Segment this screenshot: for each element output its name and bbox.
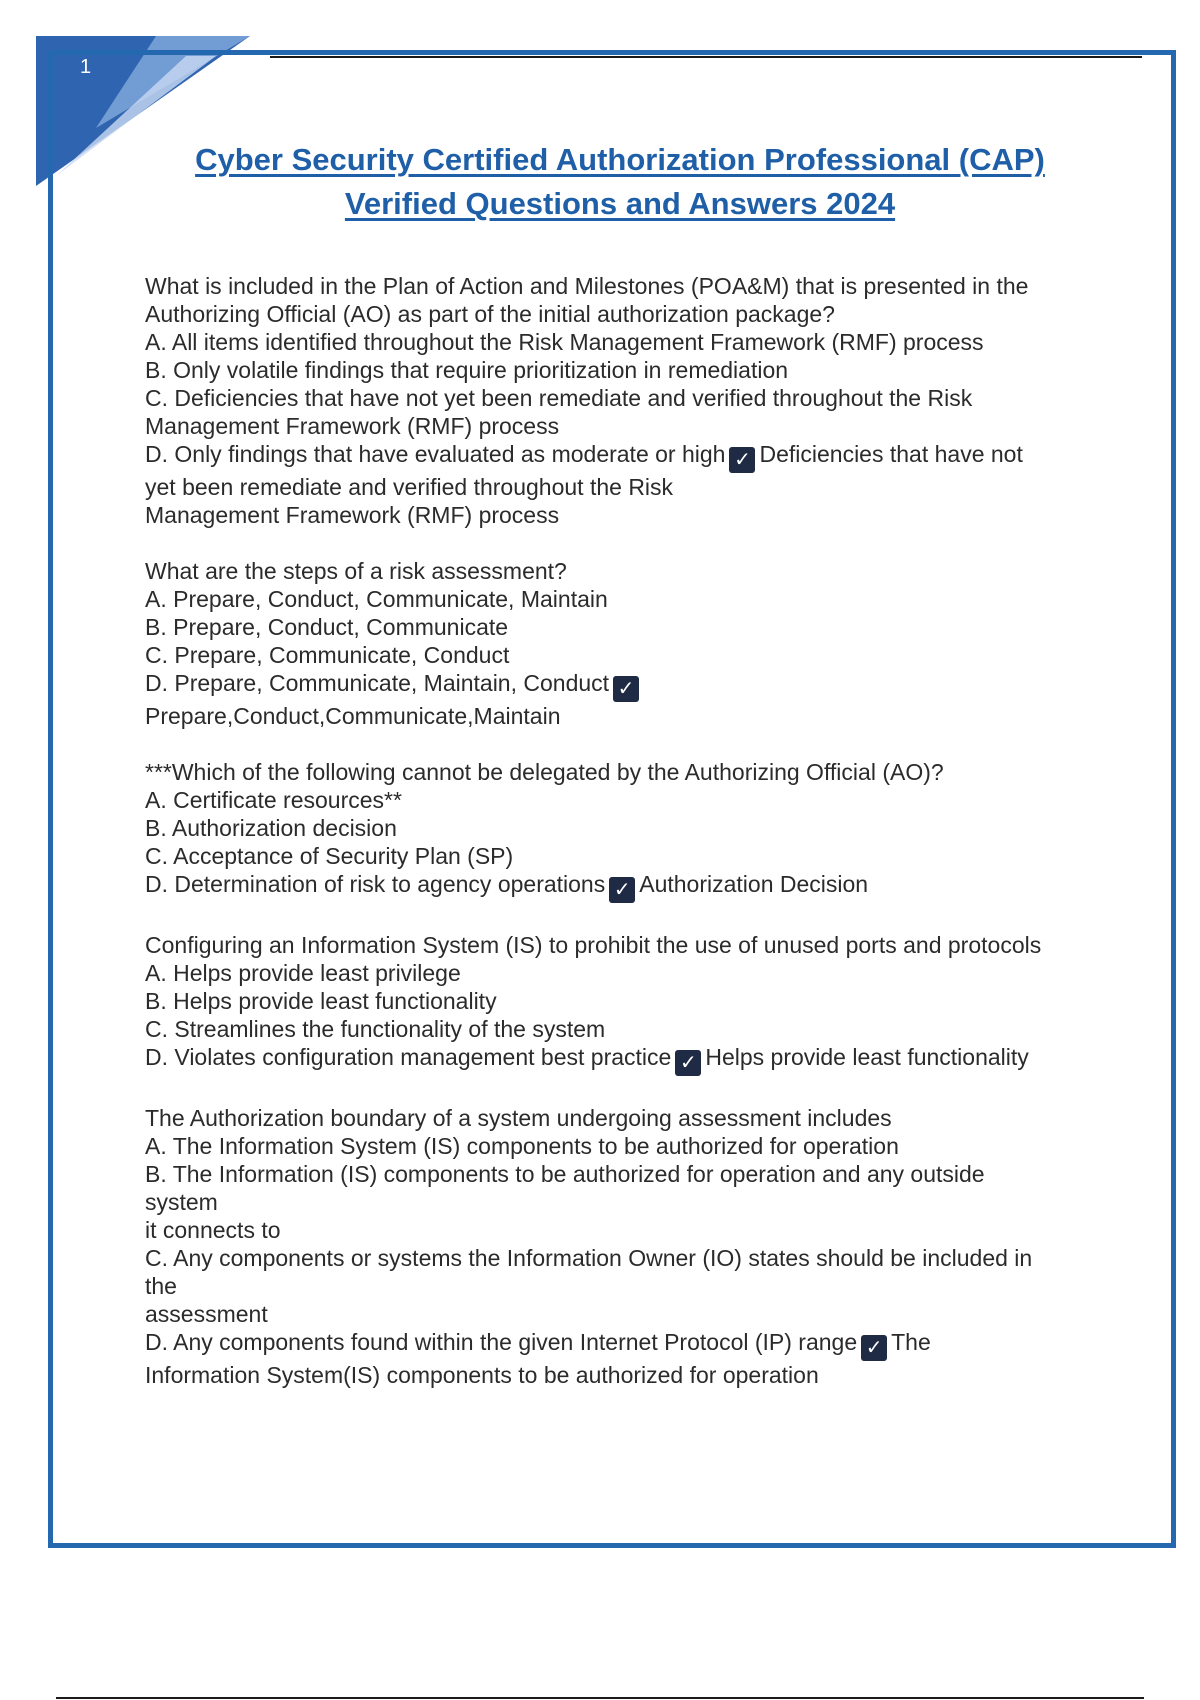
question-line: C. Any components or systems the Information Owner (IO) states should be included in: [145, 1245, 1033, 1271]
answer-option-line: [145, 870, 1095, 903]
question-block: [145, 931, 1095, 1076]
question-line: the: [145, 1273, 177, 1299]
bottom-rule: [56, 1697, 1144, 1699]
question-line: A. Prepare, Conduct, Communicate, Maintain: [145, 586, 608, 612]
last-option-text: D. Prepare, Communicate, Maintain, Conduct: [145, 670, 610, 696]
question-line: The Authorization boundary of a system undergoing assessment includes: [145, 1105, 892, 1131]
question-line: B. The Information (IS) components to be authorized for operation and any outside: [145, 1161, 985, 1187]
last-option-text: D. Determination of risk to agency operations: [145, 871, 606, 897]
checkmark-icon: ✓: [729, 447, 755, 473]
question-line: Management Framework (RMF) process: [145, 413, 560, 439]
question-line: B. Prepare, Conduct, Communicate: [145, 614, 509, 640]
page-number: 1: [80, 56, 92, 78]
question-line: A. The Information System (IS) components to be authorized for operation: [145, 1133, 899, 1159]
question-line: A. All items identified throughout the Risk Management Framework (RMF) process: [145, 329, 984, 355]
correct-answer-text: Authorization Decision: [639, 871, 869, 897]
last-option-text: D. Any components found within the given Internet Protocol (IP) range: [145, 1329, 858, 1355]
checkmark-icon: ✓: [675, 1050, 701, 1076]
correct-answer-line: yet been remediate and verified throughout the Risk: [145, 474, 674, 500]
question-line: assessment: [145, 1301, 268, 1327]
question-line: B. Helps provide least functionality: [145, 988, 497, 1014]
answer-option-line: [145, 669, 1095, 702]
question-line: C. Prepare, Communicate, Conduct: [145, 642, 510, 668]
answer-option-line: [145, 1043, 1095, 1076]
correct-answer-line: Prepare,Conduct,Communicate,Maintain: [145, 703, 561, 729]
question-line: ***Which of the following cannot be delegated by the Authorizing Official (AO)?: [145, 759, 944, 785]
title-line-2: Verified Questions and Answers 2024: [344, 186, 896, 221]
question-line: C. Deficiencies that have not yet been remediate and verified throughout the Risk: [145, 385, 973, 411]
question-line: it connects to: [145, 1217, 281, 1243]
last-option-text: D. Only findings that have evaluated as moderate or high: [145, 441, 726, 467]
correct-answer-line: Management Framework (RMF) process: [145, 502, 560, 528]
answer-option-line: [145, 440, 1095, 473]
question-line: What is included in the Plan of Action and Milestones (POA&M) that is presented in the: [145, 273, 1029, 299]
question-line: C. Streamlines the functionality of the system: [145, 1016, 606, 1042]
question-line: B. Only volatile findings that require prioritization in remediation: [145, 357, 789, 383]
question-block: [145, 758, 1095, 903]
question-block: [145, 272, 1095, 529]
checkmark-icon: ✓: [861, 1335, 887, 1361]
checkmark-icon: ✓: [613, 676, 639, 702]
qa-list: [145, 272, 1095, 1417]
correct-answer-text: Deficiencies that have not: [759, 441, 1023, 467]
answer-option-line: [145, 1328, 1095, 1361]
question-line: Authorizing Official (AO) as part of the initial authorization package?: [145, 301, 835, 327]
checkmark-icon: ✓: [609, 877, 635, 903]
document-title: [150, 138, 1090, 226]
question-line: Configuring an Information System (IS) to prohibit the use of unused ports and protocols: [145, 932, 1042, 958]
question-line: system: [145, 1189, 218, 1215]
correct-answer-text: The: [891, 1329, 931, 1355]
question-line: A. Helps provide least privilege: [145, 960, 461, 986]
last-option-text: D. Violates configuration management best practice: [145, 1044, 672, 1070]
question-block: [145, 1104, 1095, 1389]
question-block: [145, 557, 1095, 730]
correct-answer-text: Helps provide least functionality: [705, 1044, 1029, 1070]
question-line: C. Acceptance of Security Plan (SP): [145, 843, 514, 869]
title-line-1: Cyber Security Certified Authorization Professional (CAP): [195, 142, 1045, 177]
question-line: What are the steps of a risk assessment?: [145, 558, 567, 584]
question-line: B. Authorization decision: [145, 815, 397, 841]
correct-answer-line: Information System(IS) components to be authorized for operation: [145, 1362, 819, 1388]
question-line: A. Certificate resources**: [145, 787, 402, 813]
